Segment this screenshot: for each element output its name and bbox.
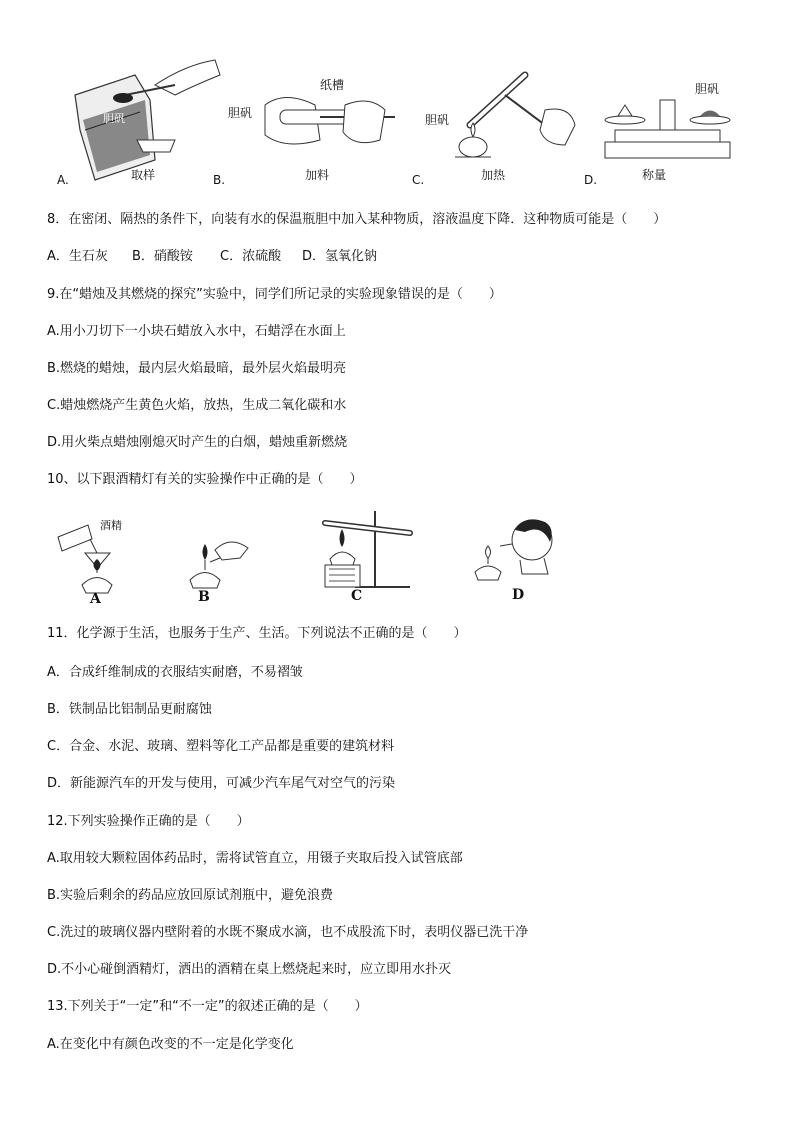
figure-b-caption: 加料	[305, 168, 330, 182]
figure-c-label: 胆矾	[425, 113, 450, 127]
q10-figure-b	[180, 530, 260, 605]
q12-option-a: A.取用较大颗粒固体药品时，需将试管直立，用镊子夹取后投入试管底部	[47, 851, 463, 866]
q8-option-a: A．生石灰	[47, 249, 108, 264]
adding-illustration	[225, 70, 400, 170]
q11-option-c: C．合金、水泥、玻璃、塑料等化工产品都是重要的建筑材料	[47, 739, 395, 754]
figure-c-letter: C.	[412, 173, 425, 187]
q10-letter-b: B	[198, 589, 210, 605]
q12-stem: 12.下列实验操作正确的是（ ）	[47, 814, 250, 829]
q12-option-b: B.实验后剩余的药品应放回原试剂瓶中，避免浪费	[47, 888, 334, 903]
q10-figure-d	[470, 512, 570, 604]
q8-option-d: D．氢氧化钠	[302, 249, 378, 264]
q10-figure-c	[315, 505, 420, 605]
figure-a-letter: A.	[57, 173, 69, 187]
figure-b-label-alum: 胆矾	[228, 106, 253, 120]
figure-b-label-trough: 纸槽	[320, 78, 345, 92]
q8-option-b: B．硝酸铵	[132, 249, 193, 264]
q8-options	[47, 249, 377, 265]
q9-option-c: C.蜡烛燃烧产生黄色火焰，放热，生成二氧化碳和水	[47, 398, 347, 413]
q11-option-d: D．新能源汽车的开发与使用，可减少汽车尾气对空气的污染	[47, 776, 396, 791]
q10-stem: 10、以下跟酒精灯有关的实验操作中正确的是（ ）	[47, 472, 363, 487]
q12-option-d: D.不小心碰倒酒精灯，洒出的酒精在桌上燃烧起来时，应立即用水扑灭	[47, 962, 452, 977]
figure-a-label: 胆矾	[103, 112, 125, 125]
q9-option-b: B.燃烧的蜡烛，最内层火焰最暗，最外层火焰最明亮	[47, 361, 347, 376]
q8-stem: 8．在密闭、隔热的条件下，向装有水的保温瓶胆中加入某种物质，溶液温度下降．这种物质可能是（ ）	[47, 212, 667, 227]
q11-option-a: A．合成纤维制成的衣服结实耐磨，不易褶皱	[47, 665, 303, 680]
test-tube-heating-illustration	[315, 505, 420, 605]
lamp-to-lamp-illustration	[180, 530, 260, 605]
figure-d-caption: 称量	[642, 168, 667, 182]
figure-b-adding	[225, 70, 400, 170]
q10-letter-c: C	[351, 588, 363, 604]
q9-option-d: D.用火柴点蜡烛刚熄灭时产生的白烟，蜡烛重新燃烧	[47, 435, 348, 450]
figure-a-caption: 取样	[131, 168, 156, 182]
q11-stem: 11．化学源于生活，也服务于生产、生活。下列说法不正确的是（ ）	[47, 626, 467, 641]
q10-figure-a	[50, 515, 160, 605]
q11-option-b: B．铁制品比铝制品更耐腐蚀	[47, 702, 212, 717]
q13-stem: 13.下列关于“一定”和“不一定”的叙述正确的是（ ）	[47, 999, 368, 1014]
figure-d-label: 胆矾	[695, 82, 720, 96]
q10-alcohol-label: 酒精	[100, 519, 122, 532]
q10-letter-a: A	[90, 591, 101, 607]
figure-c-heating	[425, 65, 585, 170]
q12-option-c: C.洗过的玻璃仪器内壁附着的水既不聚成水滴，也不成股流下时，表明仪器已洗干净	[47, 925, 529, 940]
figure-d-weighing	[600, 80, 735, 165]
q13-option-a: A.在变化中有颜色改变的不一定是化学变化	[47, 1037, 294, 1052]
figure-c-caption: 加热	[481, 168, 506, 182]
q9-stem: 9.在“蜡烛及其燃烧的探究”实验中，同学们所记录的实验现象错误的是（ ）	[47, 287, 502, 302]
q8-option-c: C．浓硫酸	[220, 249, 282, 264]
figure-b-letter: B.	[213, 173, 226, 187]
figure-d-letter: D.	[584, 173, 598, 187]
q9-option-a: A.用小刀切下一小块石蜡放入水中，石蜡浮在水面上	[47, 324, 346, 339]
q10-letter-d: D	[512, 587, 525, 603]
